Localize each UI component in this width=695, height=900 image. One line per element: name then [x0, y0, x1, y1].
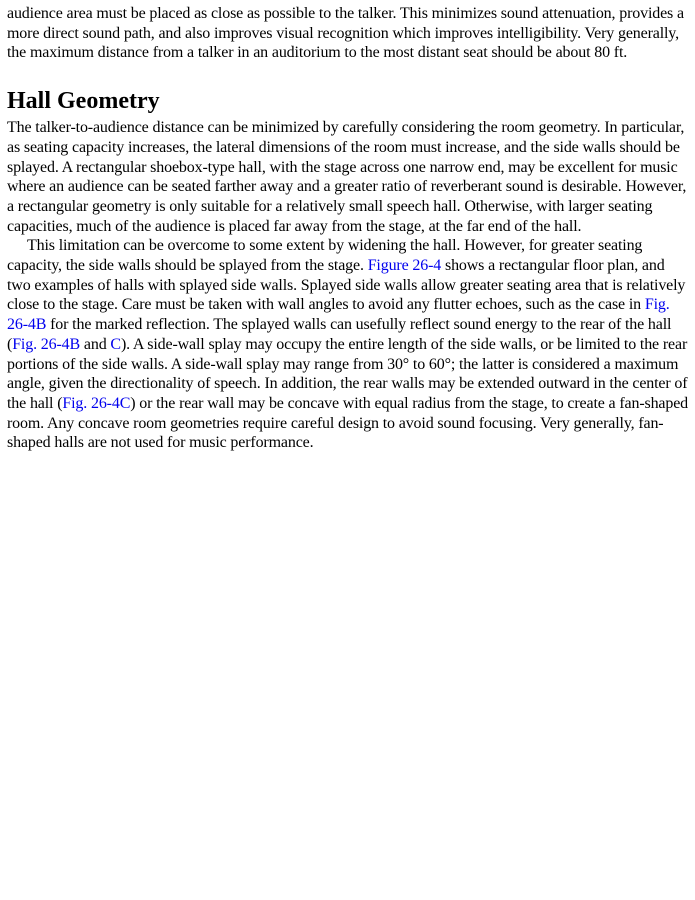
figure-26-4-link[interactable]: Figure 26-4 — [367, 257, 442, 275]
section-heading: Hall Geometry — [7, 88, 160, 115]
paragraph-text: shows a rectangular floor plan, and two examples of halls with splayed side walls. Splayed side walls allow greater seating area that is relatively close to the stage. Care must be taken with wall angles to avoid any flutter echoes, such as the case in — [7, 257, 686, 314]
paragraph-text: This limitation can be overcome to some extent by widening the hall. However, for greater seating capacity, the side walls should be splayed from the stage. — [7, 237, 643, 275]
hall-geometry-paragraph-2 — [7, 236, 691, 453]
document-page — [7, 4, 691, 453]
figure-26-4b-link[interactable]: Fig. 26-4B — [12, 335, 81, 353]
paragraph-text: for the marked reflection. The splayed walls can usefully reflect sound energy to the rear of the hall ( — [7, 316, 672, 353]
intro-paragraph: audience area must be placed as close as possible to the talker. This minimizes sound attenuation, provides a more direct sound path, and also improves visual recognition which improves intelligibility. Very generally, the maximum distance from a talker in an auditorium to the most distant seat should be about 80 ft. — [7, 5, 684, 62]
hall-geometry-paragraph-1: The talker-to-audience distance can be minimized by carefully considering the room geometry. In particular, as seating capacity increases, the lateral dimensions of the room must increase, and the side walls should be splayed. A rectangular shoebox-type hall, with the stage across one narrow end, may be excellent for music where an audience can be seated farther away and a greater ratio of reverberant sound is desirable. However, a rectangular geometry is only suitable for a relatively small speech hall. Otherwise, with larger seating capacities, much of the audience is placed far away from the stage, at the far end of the hall. — [7, 119, 687, 235]
paragraph-text: and — [80, 335, 111, 353]
figure-26-4c-link[interactable]: C — [110, 335, 121, 353]
paragraph-text: ) or the rear wall may be concave with equal radius from the stage, to create a fan-shaped room. Any concave room geometries require careful design to avoid sound focusing. Very generally, fan-shaped halls are not used for music performance. — [7, 394, 689, 452]
paragraph-text: ). A side-wall splay may occupy the entire length of the side walls, or be limited to the rear portions of the side walls. A side-wall splay may range from 30° to 60°; the latter is considered a maximum angle, given the directionality of speech. In addition, the rear walls may be extended outward in the center of the hall ( — [7, 335, 688, 412]
figure-26-4c-link[interactable]: Fig. 26-4C — [62, 394, 131, 412]
figure-26-4b-link[interactable]: Fig. 26-4B — [7, 296, 670, 334]
